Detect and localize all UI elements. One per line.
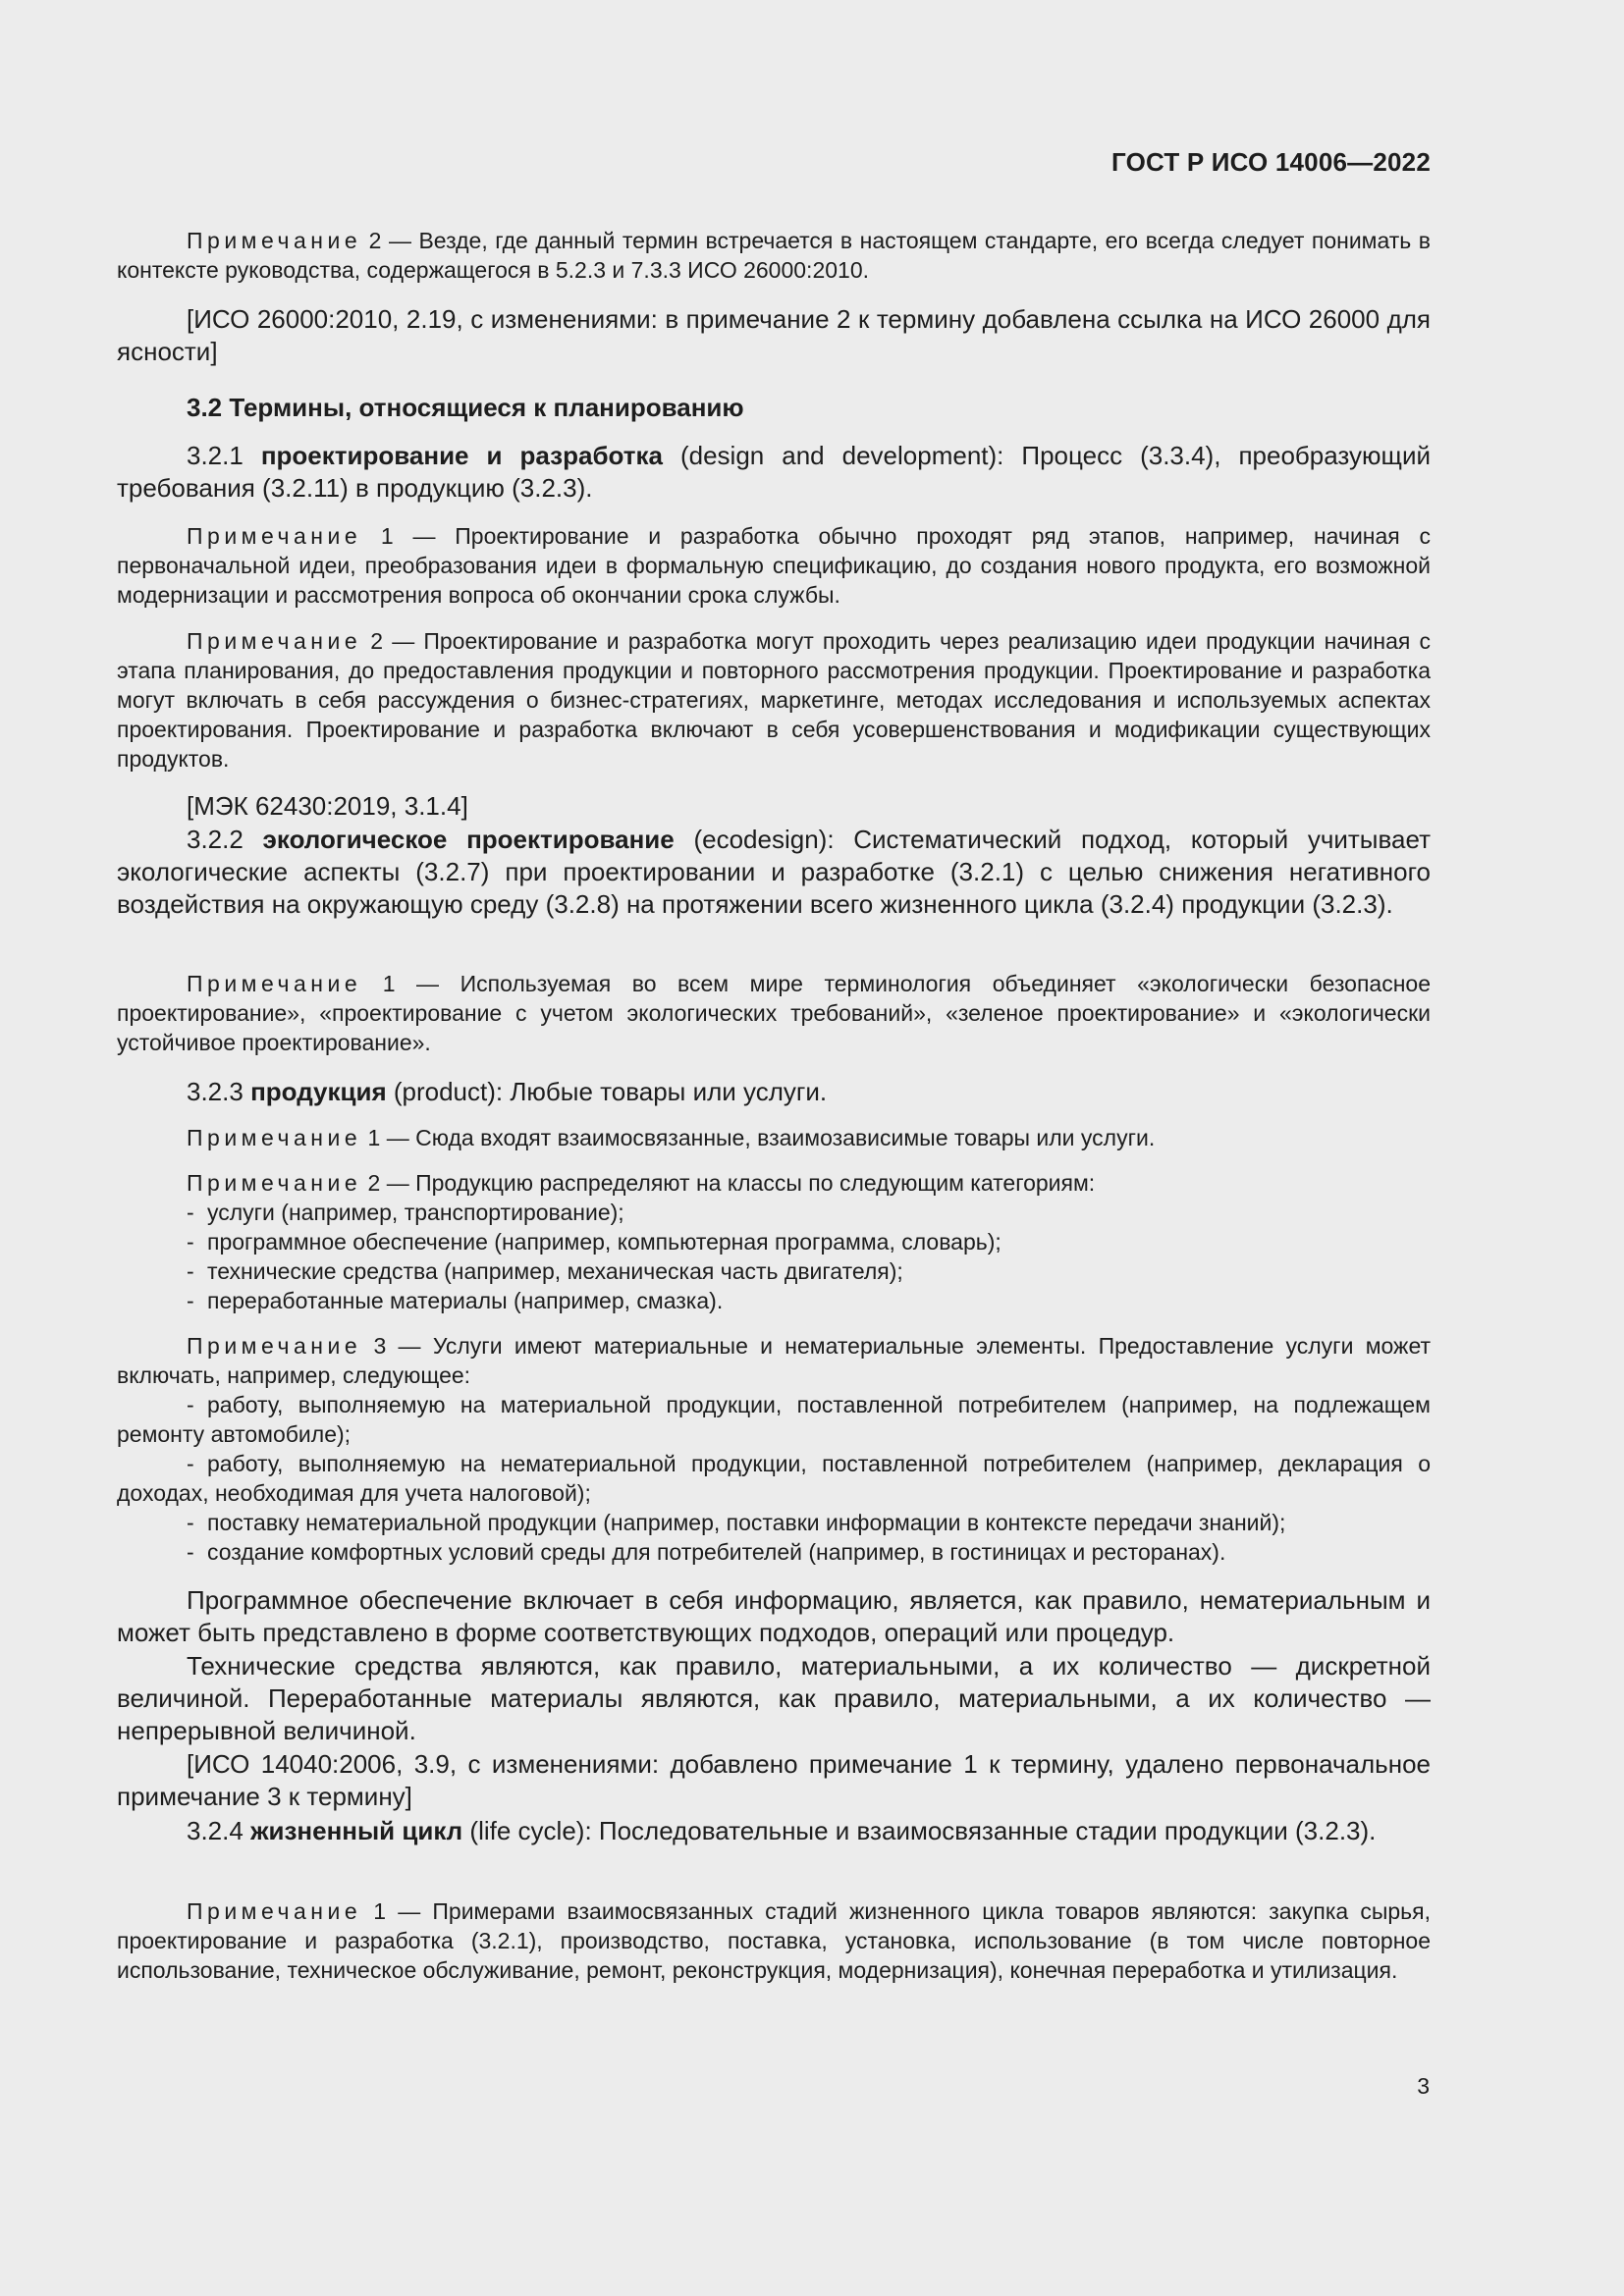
note-number: 1 <box>382 971 396 996</box>
list-item: - программное обеспечение (например, компьютерная программа, словарь); <box>187 1229 1001 1255</box>
note-paragraph <box>117 969 1431 1057</box>
term-number: 3.2.4 <box>187 1816 244 1845</box>
list-item: - технические средства (например, механическая часть двигателя); <box>187 1258 903 1284</box>
document-header: ГОСТ Р ИСО 14006—2022 <box>1110 147 1431 177</box>
term-name: проектирование и разработка <box>260 441 663 470</box>
note-text: — Везде, где данный термин встречается в настоящем стандарте, его всегда следует понимать в контексте руководства, содержащегося в 5.2.3 и 7.3.3 ИСО 26000:2010. <box>117 228 1432 283</box>
note-label: Примечание <box>187 523 362 549</box>
source-reference: [МЭК 62430:2019, 3.1.4] <box>187 791 468 821</box>
note-label: Примечание <box>187 1333 362 1359</box>
source-reference: [ИСО 26000:2010, 2.19, с изменениями: в примечание 2 к термину добавлена ссылка на ИСО 26000 для ясности] <box>117 304 1431 366</box>
list-item: - создание комфортных условий среды для потребителей (например, в гостиницах и ресторанах). <box>187 1539 1226 1565</box>
term-text: (life cycle): Последовательные и взаимосвязанные стадии продукции (3.2.3). <box>462 1816 1377 1845</box>
note-number: 2 <box>367 1170 381 1196</box>
note-text: — Используемая во всем мире терминология объединяет «экологически безопасное проектирование», «проектирование с учетом экологических требований», «зеленое проектирование» и «экологически устойчивое проектирование». <box>117 971 1431 1055</box>
list-item: - работу, выполняемую на материальной продукции, поставленной потребителем (например, на подлежащем ремонту автомобиле); <box>117 1392 1431 1447</box>
note-text: — Проектирование и разработка могут проходить через реализацию идеи продукции начиная с этапа планирования, до предоставления продукции и повторного рассмотрения продукции. Проектирование и разработка могут включать в себя рассуждения о бизнес-стратегиях, маркетинге, методах исследования и используемых аспектах проектирования. Проектирование и разработка включают в себя усовершенствования и модификации существующих продуктов. <box>117 628 1431 772</box>
page-number: 3 <box>1417 2073 1430 2099</box>
section-heading: 3.2 Термины, относящиеся к планированию <box>187 393 744 422</box>
note-number: 2 <box>370 628 384 654</box>
term-definition <box>117 824 1431 921</box>
note-paragraph <box>117 1123 1431 1152</box>
list-item: - работу, выполняемую на нематериальной продукции, поставленной потребителем (например, декларация о доходах, необходимая для учета налоговой); <box>117 1451 1431 1506</box>
term-definition <box>117 1815 1431 1847</box>
term-number: 3.2.1 <box>187 441 244 470</box>
term-name: экологическое проектирование <box>262 825 675 854</box>
note-paragraph <box>117 1331 1431 1567</box>
note-paragraph <box>117 1896 1431 1985</box>
source-reference: [ИСО 14040:2006, 3.9, с изменениями: добавлено примечание 1 к термину, удалено первоначальное примечание 3 к термину] <box>117 1749 1431 1811</box>
note-label: Примечание <box>187 1898 362 1924</box>
note-number: 1 <box>380 523 394 549</box>
note-paragraph <box>117 521 1431 610</box>
note-text: — Услуги имеют материальные и нематериальные элементы. Предоставление услуги может включать, например, следующее: <box>117 1333 1432 1388</box>
note-text: — Проектирование и разработка обычно проходят ряд этапов, например, начиная с первоначальной идеи, преобразования идеи в формальную спецификацию, до создания нового продукта, его возможной модернизации и рассмотрения вопроса об окончании срока службы. <box>117 523 1432 608</box>
term-text: (ecodesign): Систематический подход, который учитывает экологические аспекты (3.2.7) при проектировании и разработке (3.2.1) с целью снижения негативного воздействия на окружающую среду (3.2.8) на протяжении всего жизненного цикла (3.2.4) продукции (3.2.3). <box>117 825 1431 919</box>
note-label: Примечание <box>187 1125 362 1150</box>
term-text: (design and development): Процесс (3.3.4), преобразующий требования (3.2.11) в продукцию (3.2.3). <box>117 441 1431 503</box>
note-label: Примечание <box>187 1170 362 1196</box>
term-text: (product): Любые товары или услуги. <box>386 1077 828 1106</box>
term-number: 3.2.3 <box>187 1077 244 1106</box>
body-paragraph: Программное обеспечение включает в себя информацию, является, как правило, нематериальным и может быть представлено в форме соответствующих подходов, операций или процедур. <box>117 1585 1431 1647</box>
note-label: Примечание <box>187 971 362 996</box>
note-label: Примечание <box>187 628 362 654</box>
term-definition <box>117 1076 1431 1108</box>
note-text: — Сюда входят взаимосвязанные, взаимозависимые товары или услуги. <box>380 1125 1156 1150</box>
note-text: — Продукцию распределяют на классы по следующим категориям: <box>380 1170 1096 1196</box>
term-name: жизненный цикл <box>250 1816 463 1845</box>
body-paragraph: Технические средства являются, как правило, материальными, а их количество — дискретной величиной. Переработанные материалы являются, как правило, материальными, а их количество — непрерывной величиной. <box>117 1651 1431 1745</box>
list-item: - переработанные материалы (например, смазка). <box>187 1288 724 1313</box>
note-paragraph <box>117 1168 1431 1315</box>
list-item: - поставку нематериальной продукции (например, поставки информации в контексте передачи знаний); <box>187 1510 1286 1535</box>
note-number: 3 <box>373 1333 387 1359</box>
note-paragraph <box>117 226 1431 285</box>
note-number: 1 <box>373 1898 387 1924</box>
list-item: - услуги (например, транспортирование); <box>187 1200 624 1225</box>
term-definition <box>117 440 1431 505</box>
note-paragraph <box>117 626 1431 774</box>
note-number: 2 <box>368 228 382 253</box>
note-text: — Примерами взаимосвязанных стадий жизненного цикла товаров являются: закупка сырья, проектирование и разработка (3.2.1), производство, поставка, установка, использование (в том числе повторное использование, техническое обслуживание, ремонт, реконструкция, модернизация), конечная переработка и утилизация. <box>117 1898 1431 1983</box>
term-name: продукция <box>250 1077 387 1106</box>
term-number: 3.2.2 <box>187 825 244 854</box>
note-number: 1 <box>367 1125 381 1150</box>
note-label: Примечание <box>187 228 362 253</box>
